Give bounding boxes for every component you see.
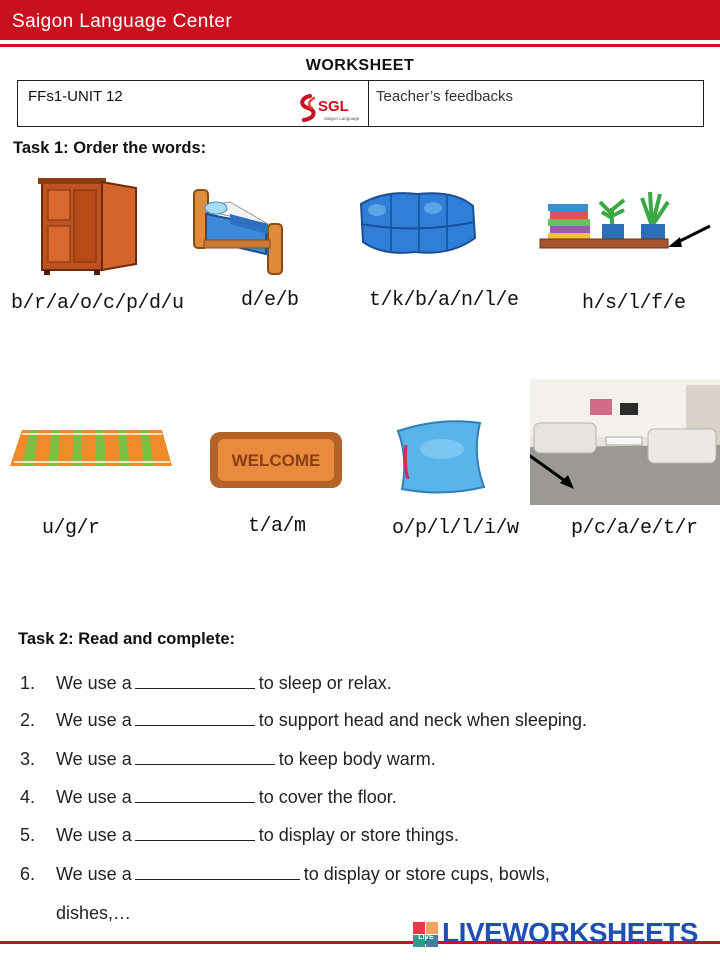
sentence-5: 5. We use a to display or store things.: [20, 825, 459, 845]
scrambled-word-1: b/r/a/o/c/p/d/u: [11, 292, 184, 315]
liveworksheets-badge-icon: [413, 922, 439, 948]
sentence-6-continuation: dishes,…: [56, 903, 132, 923]
svg-text:SGL: SGL: [318, 98, 349, 115]
header-divider: [0, 44, 720, 47]
scrambled-word-6: t/a/m: [248, 515, 306, 538]
answer-blank-2[interactable]: [135, 711, 255, 726]
answer-blank-6[interactable]: [135, 865, 300, 880]
sentence-3: 3. We use a to keep body warm.: [20, 749, 436, 769]
scrambled-word-2: d/e/b: [241, 289, 299, 312]
scrambled-word-7: o/p/l/l/i/w: [392, 517, 519, 540]
pillow-image: [392, 415, 488, 495]
liveworksheets-brand[interactable]: LIVEWORKSHEETS: [442, 917, 698, 948]
school-name: Saigon Language Center: [12, 11, 233, 32]
carpet-photo: [530, 379, 720, 505]
sentence-2: 2. We use a to support head and neck when sleeping.: [20, 710, 587, 730]
sentence-1: 1. We use a to sleep or relax.: [20, 673, 392, 693]
task2-title: Task 2: Read and complete:: [18, 630, 236, 648]
svg-text:Saigon Language: Saigon Language: [324, 116, 360, 121]
svg-text:LIVE: LIVE: [418, 934, 434, 941]
task1-title: Task 1: Order the words:: [13, 139, 207, 157]
scrambled-word-5: u/g/r: [42, 517, 100, 540]
answer-blank-1[interactable]: [135, 674, 255, 689]
rug-image: [8, 426, 174, 470]
answer-blank-5[interactable]: [135, 826, 255, 841]
header-bar: [0, 0, 720, 40]
scrambled-word-4: h/s/l/f/e: [582, 292, 686, 315]
info-box: [17, 80, 704, 127]
blanket-image: [355, 186, 480, 260]
feedback-label: Teacher’s feedbacks: [376, 88, 514, 105]
shelf-image: [538, 180, 714, 254]
bed-image: [190, 184, 300, 276]
info-divider: [368, 81, 369, 126]
answer-blank-3[interactable]: [135, 750, 275, 765]
scrambled-word-8: p/c/a/e/t/r: [571, 517, 698, 540]
unit-label: FFs1-UNIT 12: [28, 88, 123, 105]
sgl-logo: [298, 92, 364, 124]
svg-text:WELCOME: WELCOME: [231, 451, 321, 470]
answer-blank-4[interactable]: [135, 788, 255, 803]
worksheet-title: WORKSHEET: [305, 57, 415, 74]
wardrobe-image: [38, 178, 140, 276]
mat-image: [208, 430, 344, 490]
sentence-6: 6. We use a to display or store cups, bowls,: [20, 864, 550, 884]
scrambled-word-3: t/k/b/a/n/l/e: [369, 289, 519, 312]
sentence-4: 4. We use a to cover the floor.: [20, 787, 397, 807]
